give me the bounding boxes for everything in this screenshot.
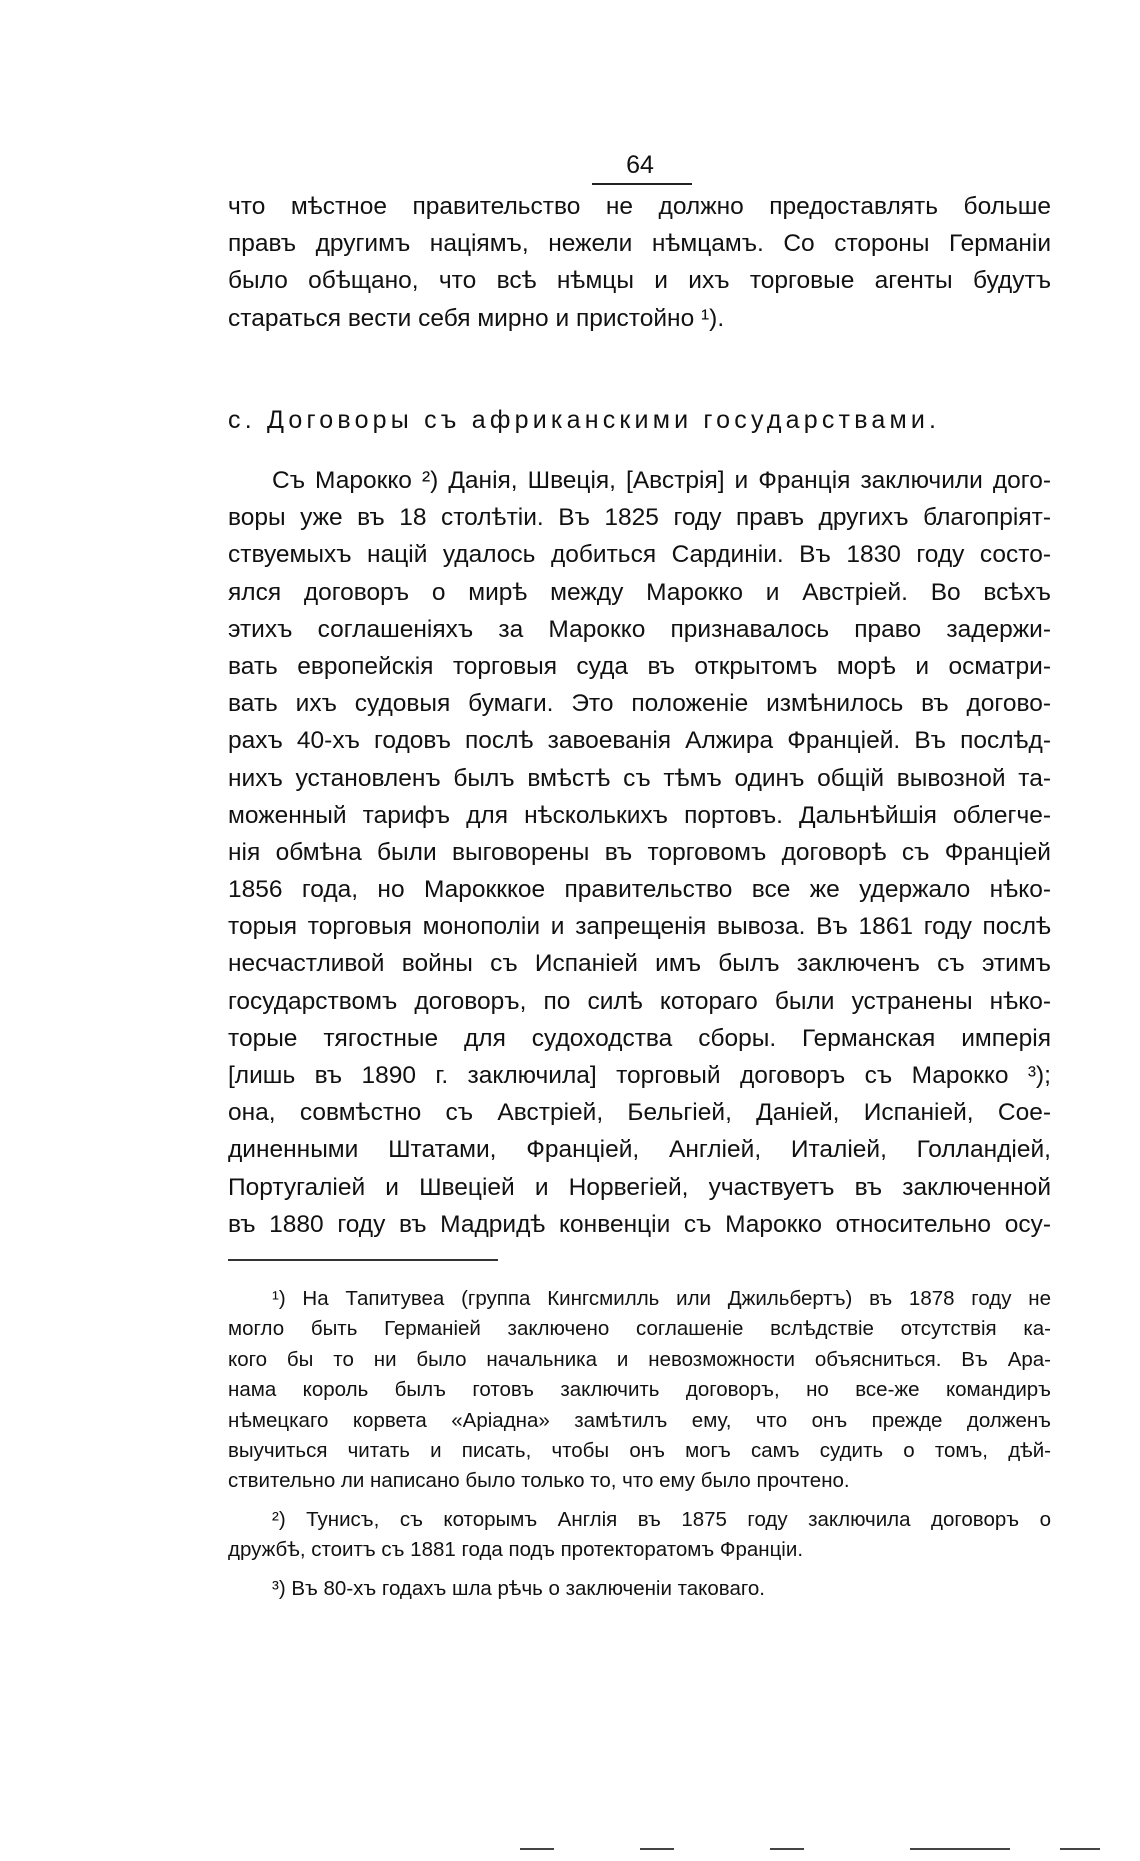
footnote-line: кого бы то ни было начальника и невозможности объясниться. Въ Ара- [228, 1347, 1051, 1371]
footnote-line: выучиться читать и писать, чтобы онъ могъ самъ судить о томъ, дѣй- [228, 1438, 1051, 1462]
text-line: воры уже въ 18 столѣтіи. Въ 1825 году правъ другихъ благопріят- [228, 504, 1051, 532]
text-line: моженный тарифъ для нѣсколькихъ портовъ. Дальнѣйшія облегче- [228, 801, 1051, 829]
text-line: вать европейскія торговыя суда въ открытомъ морѣ и осматри- [228, 652, 1051, 680]
scan-mark [520, 1848, 554, 1850]
text-line: государствомъ договоръ, по силѣ котораго были устранены нѣко- [228, 987, 1051, 1015]
footnote-1 [228, 1284, 1051, 1497]
section-heading: c. Договоры съ африканскими государствами. [228, 406, 941, 434]
footnote-line: ¹) На Тапитувеа (группа Кингсмилль или Джильбертъ) въ 1878 году не [272, 1287, 1051, 1310]
text-line: въ 1880 году въ Мадридѣ конвенціи съ Марокко относительно осу- [228, 1210, 1051, 1238]
footnote-line: ²) Тунисъ, съ которымъ Англія въ 1875 году заключила договоръ о [272, 1507, 1051, 1531]
footnote-gap [228, 1566, 1051, 1574]
text-line: что мѣстное правительство не должно предоставлять больше [228, 193, 1051, 220]
main-paragraph [228, 462, 1051, 1243]
text-line: рахъ 40-хъ годовъ послѣ завоеванія Алжира Франціей. Въ послѣд- [228, 727, 1051, 755]
text-line: диненными Штатами, Франціей, Англіей, Италіей, Голландіей, [228, 1136, 1051, 1164]
text-line: торыя торговыя монополіи и запрещенія вывоза. Въ 1861 году послѣ [228, 913, 1051, 941]
text-line: было обѣщано, что всѣ нѣмцы и ихъ торговые агенты будутъ [228, 267, 1051, 295]
footnote-3 [228, 1574, 1051, 1604]
text-line: Португаліей и Швеціей и Норвегіей, участвуетъ въ заключенной [228, 1173, 1051, 1201]
footnotes [228, 1284, 1051, 1604]
footnote-line: дружбѣ, стоитъ съ 1881 года подъ протекторатомъ Франціи. [228, 1538, 804, 1562]
scan-mark [1060, 1848, 1100, 1850]
text-line: несчастливой войны съ Испаніей имъ былъ заключенъ съ этимъ [228, 950, 1051, 978]
footnote-line: могло быть Германіей заключено соглашеніе вслѣдствіе отсутствія ка- [228, 1317, 1051, 1341]
footnote-gap [228, 1497, 1051, 1505]
page-number-rule [592, 183, 692, 185]
page-number: 64 [626, 151, 654, 179]
footnote-line: нѣмецкаго корвета «Аріадна» замѣтилъ ему, что онъ прежде долженъ [228, 1408, 1051, 1432]
footnote-2 [228, 1505, 1051, 1566]
intro-paragraph [228, 188, 1051, 337]
footnote-line: нама король былъ готовъ заключить договоръ, но все-же командиръ [228, 1378, 1051, 1402]
text-line: ялся договоръ о мирѣ между Марокко и Австріей. Во всѣхъ [228, 578, 1051, 606]
text-line: Съ Марокко ²) Данія, Швеція, [Австрія] и Франція заключили дого- [272, 467, 1051, 494]
text-line: ствуемыхъ націй удалось добиться Сардиніи. Въ 1830 году состо- [228, 541, 1051, 569]
bottom-scan-marks [520, 1848, 1130, 1851]
text-line: стараться вести себя мирно и пристойно ¹). [228, 304, 725, 332]
text-line: этихъ соглашеніяхъ за Марокко признавалось право задержи- [228, 615, 1051, 643]
scan-mark [640, 1848, 674, 1850]
text-line: нихъ установленъ былъ вмѣстѣ съ тѣмъ одинъ общій вывозной та- [228, 764, 1051, 792]
scan-mark [770, 1848, 804, 1850]
text-line: торые тягостные для судоходства сборы. Германская имперія [228, 1024, 1051, 1052]
text-line: 1856 года, но Марокккое правительство все же удержало нѣко- [228, 876, 1051, 904]
footnote-line: ³) Въ 80-хъ годахъ шла рѣчь о заключеніи таковаго. [272, 1576, 765, 1600]
text-line: она, совмѣстно съ Австріей, Бельгіей, Даніей, Испаніей, Сое- [228, 1099, 1051, 1127]
scan-mark [910, 1848, 1010, 1850]
text-line: правъ другимъ націямъ, нежели нѣмцамъ. Со стороны Германіи [228, 230, 1051, 258]
text-line: вать ихъ судовыя бумаги. Это положеніе измѣнилось въ догово- [228, 690, 1051, 718]
footnote-separator [228, 1259, 498, 1261]
footnote-line: ствительно ли написано было только то, что ему было прочтено. [228, 1469, 850, 1493]
text-line: нія обмѣна были выговорены въ торговомъ договорѣ съ Франціей [228, 838, 1051, 866]
text-line: [лишь въ 1890 г. заключила] торговый договоръ съ Марокко ³); [228, 1062, 1051, 1089]
